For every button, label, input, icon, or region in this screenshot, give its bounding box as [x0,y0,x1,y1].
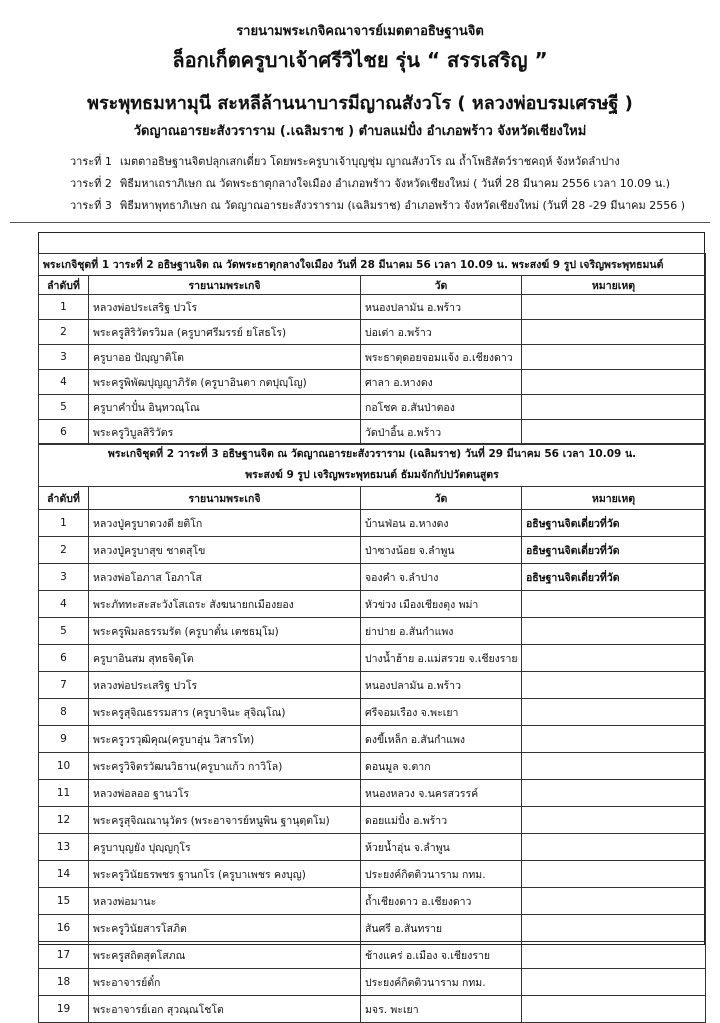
doc-title-line2: ล็อกเก็ตครูบาเจ้าศรีวิไชย รุ่น “ สรรเสริญ ” [172,48,548,72]
col-header-note: หมายเหตุ [522,276,706,295]
table-row [39,753,706,780]
row-temple: ย่าปาย อ.สันกำแพง [361,618,522,645]
row-number: 2 [39,320,89,345]
col-header-note: หมายเหตุ [522,487,706,510]
row-number: 15 [39,888,89,915]
set1-table [38,253,706,445]
row-note [522,726,706,753]
row-note [522,753,706,780]
row-temple: ประยงค์กิตติวนาราม กทม. [361,969,522,996]
row-name: พระครูวินัยสารโสภิต [89,915,361,942]
round-text: เมตตาอธิษฐานจิตปลุกเสกเดี่ยว โดยพระครูบาเจ้าบุญชุ่ม ญาณสังวโร ณ ถ้ำโพธิสัตว์ราชคฤห์ จังหวัดลำปาง [120,155,620,168]
row-number: 7 [39,672,89,699]
row-number: 6 [39,645,89,672]
row-temple: มจร. พะเยา [361,996,522,1023]
row-name: หลวงพ่อโอภาส โอภาโส [89,564,361,591]
col-header-name: รายนามพระเกจิ [89,276,361,295]
row-number: 8 [39,699,89,726]
set2-heading [39,444,706,487]
row-note [522,888,706,915]
round-label: วาระที่ 1 [70,155,112,168]
row-note [522,420,706,445]
set2-header-row [39,487,706,510]
row-name: หลวงปู่ครูบาดวงดี ยติโก [89,510,361,537]
table-row [39,726,706,753]
row-name: พระครูสิริวัตรวิมล (ครูบาศรีมรรย์ ยโสธโร) [89,320,361,345]
row-temple: สันศรี อ.สันทราย [361,915,522,942]
row-note [522,807,706,834]
row-name: พระครูสถิตสุตโสภณ [89,942,361,969]
table-row [39,420,706,445]
table-row [39,295,706,320]
row-number: 4 [39,370,89,395]
row-temple: ดงขี้เหล็ก อ.สันกำแพง [361,726,522,753]
row-note [522,969,706,996]
row-temple: หนองหลวง จ.นครสวรรค์ [361,780,522,807]
row-number: 6 [39,420,89,445]
row-note [522,295,706,320]
round-text: พิธีมหาเถราภิเษก ณ วัดพระธาตุกลางใจเมือง อำเภอพร้าว จังหวัดเชียงใหม่ ( วันที่ 28 มีนาคม 2556 เวลา 10.09 น.) [120,177,671,190]
round-item [70,194,710,216]
row-note [522,345,706,370]
row-number: 19 [39,996,89,1023]
row-name: พระอาจารย์ตั๋ก [89,969,361,996]
row-temple: ดอยแม่ปั๋ง อ.พร้าว [361,807,522,834]
row-temple: ปางน้ำฮ้าย อ.แม่สรวย จ.เชียงราย [361,645,522,672]
row-temple: จองคำ จ.ลำปาง [361,564,522,591]
row-note [522,834,706,861]
table-row [39,564,706,591]
row-name: พระครูวิจิตรวัฒนวิธาน(ครูบาแก้ว กาวิโล) [89,753,361,780]
row-number: 14 [39,861,89,888]
col-header-no: ลำดับที่ [39,276,89,295]
table-row [39,618,706,645]
row-number: 5 [39,395,89,420]
row-number: 18 [39,969,89,996]
row-name: หลวงพ่อประเสริฐ ปวโร [89,295,361,320]
round-label: วาระที่ 3 [70,199,112,212]
row-name: พระครูสุจิณณานุวัตร (พระอาจารย์หนูพิน ฐานุตฺตโม) [89,807,361,834]
table-row [39,645,706,672]
row-note: อธิษฐานจิตเดี่ยวที่วัด [522,564,706,591]
table-row [39,510,706,537]
row-note [522,942,706,969]
row-number: 12 [39,807,89,834]
table-row [39,888,706,915]
set2-heading-line1: พระเกจิชุดที่ 2 วาระที่ 3 อธิษฐานจิต ณ วัดญาณอารยะสังวราราม (เฉลิมราช) วันที่ 29 มีนาคม 56 เวลา 10.09 น. [107,448,637,460]
table-row [39,969,706,996]
set2-heading-row [39,444,706,487]
set2-heading-line2: พระสงฆ์ 9 รูป เจริญพระพุทธมนต์ ธัมมจักกัปปวัตตนสูตร [245,469,499,481]
row-name: ครูบาออ ปัญฺญาติโต [89,345,361,370]
round-item [70,172,710,194]
row-name: หลวงพ่อลออ ฐานวโร [89,780,361,807]
row-number: 4 [39,591,89,618]
round-item [70,150,710,172]
row-name: พระครูวิบูลสิริวัตร [89,420,361,445]
row-temple: หัวข่วง เมืองเชียงตุง พม่า [361,591,522,618]
row-name: พระครูพิพัฒปุญญาภิรัต (ครูบาอินตา กตปุญฺโญ) [89,370,361,395]
row-temple: วัดป่าอิ้น อ.พร้าว [361,420,522,445]
row-name: พระครูสุจิณธรรมสาร (ครูบาจินะ สุจิณฺโณ) [89,699,361,726]
col-header-name: รายนามพระเกจิ [89,487,361,510]
row-number: 16 [39,915,89,942]
row-name: ครูบาคำปั๋น อินฺทวณฺโณ [89,395,361,420]
row-note [522,645,706,672]
table-row [39,780,706,807]
row-temple: ห้วยน้ำอุ่น จ.ลำพูน [361,834,522,861]
row-note [522,996,706,1023]
table-row [39,395,706,420]
row-temple: ศาลา อ.หางดง [361,370,522,395]
doc-title-line1: รายนามพระเกจิคณาจารย์เมตตาอธิษฐานจิต [236,24,484,39]
row-note [522,395,706,420]
table-row [39,537,706,564]
row-note [522,915,706,942]
table-row [39,807,706,834]
row-name: หลวงปู่ครูบาสุข ชาตสุโข [89,537,361,564]
row-temple: ดอนมูล จ.ตาก [361,753,522,780]
table-row [39,370,706,395]
row-number: 2 [39,537,89,564]
row-temple: หนองปลามัน อ.พร้าว [361,295,522,320]
row-name: หลวงพ่อประเสริฐ ปวโร [89,672,361,699]
doc-title-line4: วัดญาณอารยะสังวราราม (.เฉลิมราช ) ตำบลแม่ปั๋ง อำเภอพร้าว จังหวัดเชียงใหม่ [133,124,587,139]
col-header-temple: วัด [361,276,522,295]
row-temple: พระธาตุดอยจอมแจ้ง อ.เชียงดาว [361,345,522,370]
table-row [39,591,706,618]
row-number: 1 [39,295,89,320]
row-note [522,672,706,699]
row-name: หลวงพ่อมานะ [89,888,361,915]
row-temple: บ้านฟ่อน อ.หางดง [361,510,522,537]
table-row [39,345,706,370]
doc-title-line3: พระพุทธมหามุนี สะหลีล้านนาบารมีญาณสังวโร ( หลวงพ่อบรมเศรษฐี ) [87,93,633,114]
table-row [39,699,706,726]
col-header-temple: วัด [361,487,522,510]
row-name: พระภัททะสะสะวังโสเถระ สังฆนายกเมืองยอง [89,591,361,618]
row-note [522,780,706,807]
row-number: 11 [39,780,89,807]
set1-header-row [39,276,706,295]
row-temple: ช้างแคร่ อ.เมือง จ.เชียงราย [361,942,522,969]
row-temple: หนองปลามัน อ.พร้าว [361,672,522,699]
row-name: พระครูพิมลธรรมรัต (ครูบาตั๋น เตชธมฺโม) [89,618,361,645]
table-row [39,672,706,699]
row-note [522,320,706,345]
row-temple: กอโชค อ.สันป่าตอง [361,395,522,420]
row-temple: บ่อเต่า อ.พร้าว [361,320,522,345]
row-name: ครูบาอินสม สุทธจิตฺโต [89,645,361,672]
row-note: อธิษฐานจิตเดี่ยวที่วัด [522,537,706,564]
round-label: วาระที่ 2 [70,177,112,190]
row-number: 10 [39,753,89,780]
set1-heading-row [39,254,706,276]
table-row [39,915,706,942]
row-temple: ป่าซางน้อย จ.ลำพูน [361,537,522,564]
col-header-no: ลำดับที่ [39,487,89,510]
row-note [522,370,706,395]
row-number: 5 [39,618,89,645]
table-row [39,834,706,861]
row-temple: ถ้ำเชียงดาว อ.เชียงดาว [361,888,522,915]
row-number: 3 [39,345,89,370]
table-row [39,996,706,1023]
row-number: 9 [39,726,89,753]
row-name: พระครูวินัยธรพชร ฐานกโร (ครูบาเพชร คงบุญ) [89,861,361,888]
separator-line [10,222,710,223]
row-number: 13 [39,834,89,861]
row-number: 1 [39,510,89,537]
row-number: 3 [39,564,89,591]
row-name: ครูบาบุญยัง ปุญฺญกุโร [89,834,361,861]
set2-table [38,443,706,1023]
row-name: พระครูวรวุฒิคุณ(ครูบาอุ่น วิสารโท) [89,726,361,753]
row-note [522,618,706,645]
table-row [39,942,706,969]
row-name: พระอาจารย์เอก สุวณฺณโชโต [89,996,361,1023]
rounds-list [70,150,710,216]
table-row [39,320,706,345]
row-temple: ศรีจอมเรือง จ.พะเยา [361,699,522,726]
row-note [522,699,706,726]
row-note [522,861,706,888]
row-number: 17 [39,942,89,969]
row-note: อธิษฐานจิตเดี่ยวที่วัด [522,510,706,537]
round-text: พิธีมหาพุทธาภิเษก ณ วัดญาณอารยะสังวราราม (เฉลิมราช) อำเภอพร้าว จังหวัดเชียงใหม่ (วันที่ 28 -29 มีนาคม 2556 ) [120,199,686,212]
table-row [39,861,706,888]
row-temple: ประยงค์กิตติวนาราม กทม. [361,861,522,888]
set1-heading: พระเกจิชุดที่ 1 วาระที่ 2 อธิษฐานจิต ณ วัดพระธาตุกลางใจเมือง วันที่ 28 มีนาคม 56 เวลา 10.09 น. พระสงฆ์ 9 รูป เจริญพระพุทธมนต์ [39,254,706,276]
row-note [522,591,706,618]
